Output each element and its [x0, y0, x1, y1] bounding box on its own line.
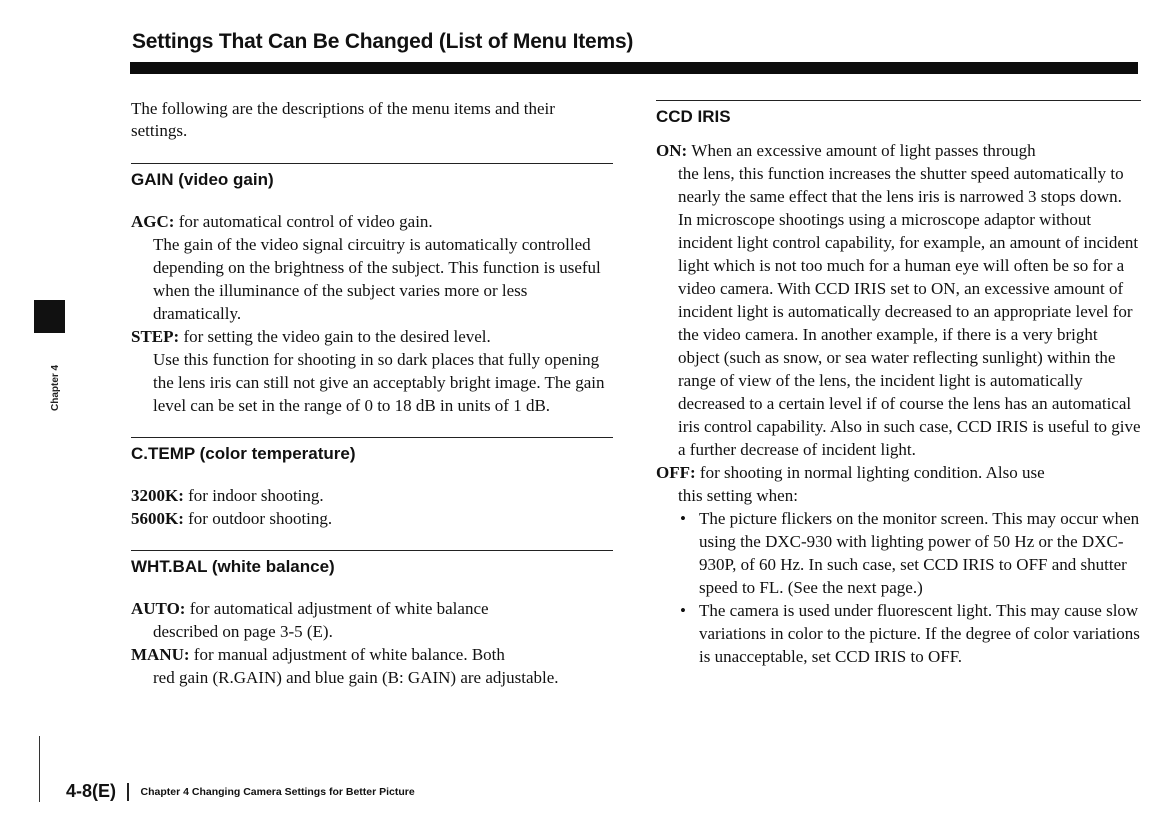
setting-item-agc — [131, 210, 613, 325]
bullet-icon: • — [680, 601, 686, 620]
left-column — [131, 98, 613, 709]
setting-first-line: for shooting in normal lighting condition. Also use — [699, 463, 1045, 482]
section-heading-whtbal: WHT.BAL (white balance) — [131, 550, 613, 579]
setting-first-line: for manual adjustment of white balance. Both — [193, 645, 505, 664]
chapter-tab-marker — [34, 300, 65, 333]
setting-term: 3200K: — [131, 486, 184, 505]
setting-first-line: for setting the video gain to the desired level. — [183, 327, 491, 346]
section-heading-gain: GAIN (video gain) — [131, 163, 613, 192]
setting-item-manu — [131, 643, 613, 689]
setting-term: ON: — [656, 141, 688, 160]
setting-first-line: for outdoor shooting. — [188, 509, 333, 528]
page-title: Settings That Can Be Changed (List of Menu Items) — [132, 30, 634, 53]
right-column — [656, 100, 1141, 668]
bullet-icon: • — [680, 509, 686, 528]
setting-description: The gain of the video signal circuitry is automatically controlled depending on the brightness of the subject. This function is useful when the illuminance of the subject varies more or less dramatically. — [153, 235, 601, 323]
section-gain — [131, 163, 613, 417]
section-whtbal — [131, 550, 613, 689]
intro-paragraph: The following are the descriptions of the menu items and their settings. — [131, 99, 555, 140]
page-footer — [66, 781, 415, 802]
section-heading-ctemp: C.TEMP (color temperature) — [131, 437, 613, 466]
setting-term: MANU: — [131, 645, 190, 664]
section-ccd-iris — [656, 100, 1141, 668]
footer-separator — [127, 783, 129, 801]
setting-term: OFF: — [656, 463, 696, 482]
setting-item-on — [656, 139, 1141, 461]
list-item: • The camera is used under fluorescent light. This may cause slow variations in color to the picture. If the degree of color variations is unacceptable, set CCD IRIS to OFF. — [680, 601, 1140, 666]
setting-description-extra: In microscope shootings using a microscope adaptor without incident light control capability, for example, an amount of incident light which is not too much for a human eye will often be so for a video camera. With CCD IRIS set to ON, an excessive amount of incident light is automatically decreased to an appropriate level for the video camera. In another example, if there is a very bright object (such as snow, or sea water reflecting sunlight) within the range of view of the lens, the incident light is automatically decreased to a certain level if of course the lens has an automatical iris control capability. Also in such case, CCD IRIS is useful to give a further decrease of incident light. — [678, 210, 1141, 459]
page-number: 4-8(E) — [66, 781, 117, 801]
setting-item-auto — [131, 597, 613, 643]
setting-first-line: for automatical adjustment of white balance — [189, 599, 489, 618]
margin-rule — [39, 736, 40, 802]
setting-description: this setting when: — [678, 486, 798, 505]
list-item: • The picture flickers on the monitor screen. This may occur when using the DXC-930 with lighting power of 50 Hz or the DXC-930P, of 60 Hz. In such case, set CCD IRIS to OFF and shutter speed to FL. (See the next page.) — [680, 509, 1140, 597]
setting-first-line: for automatical control of video gain. — [178, 212, 433, 231]
setting-item-5600k — [131, 507, 613, 530]
setting-first-line: When an excessive amount of light passes through — [691, 141, 1036, 160]
footer-chapter-title: Chapter 4 Changing Camera Settings for Better Picture — [140, 785, 415, 798]
off-conditions-list — [656, 507, 1141, 668]
section-ctemp — [131, 437, 613, 530]
section-heading-ccd-iris: CCD IRIS — [656, 100, 1141, 129]
setting-term: AUTO: — [131, 599, 186, 618]
setting-item-3200k — [131, 484, 613, 507]
setting-term: AGC: — [131, 212, 175, 231]
setting-item-step — [131, 325, 613, 417]
setting-description: Use this function for shooting in so dark places that fully opening the lens iris can still not give an acceptably bright image. The gain level can be set in the range of 0 to 18 dB in units of 1 dB. — [153, 350, 605, 415]
setting-item-off — [656, 461, 1141, 507]
title-bar — [130, 62, 1138, 74]
setting-description: the lens, this function increases the shutter speed automatically to nearly the same effect that the lens iris is narrowed 3 stops down. — [678, 164, 1124, 206]
setting-first-line: for indoor shooting. — [188, 486, 324, 505]
setting-term: STEP: — [131, 327, 180, 346]
setting-description: described on page 3-5 (E). — [153, 622, 333, 641]
chapter-side-label: Chapter 4 — [50, 364, 61, 411]
setting-term: 5600K: — [131, 509, 184, 528]
setting-description: red gain (R.GAIN) and blue gain (B: GAIN) are adjustable. — [153, 668, 559, 687]
